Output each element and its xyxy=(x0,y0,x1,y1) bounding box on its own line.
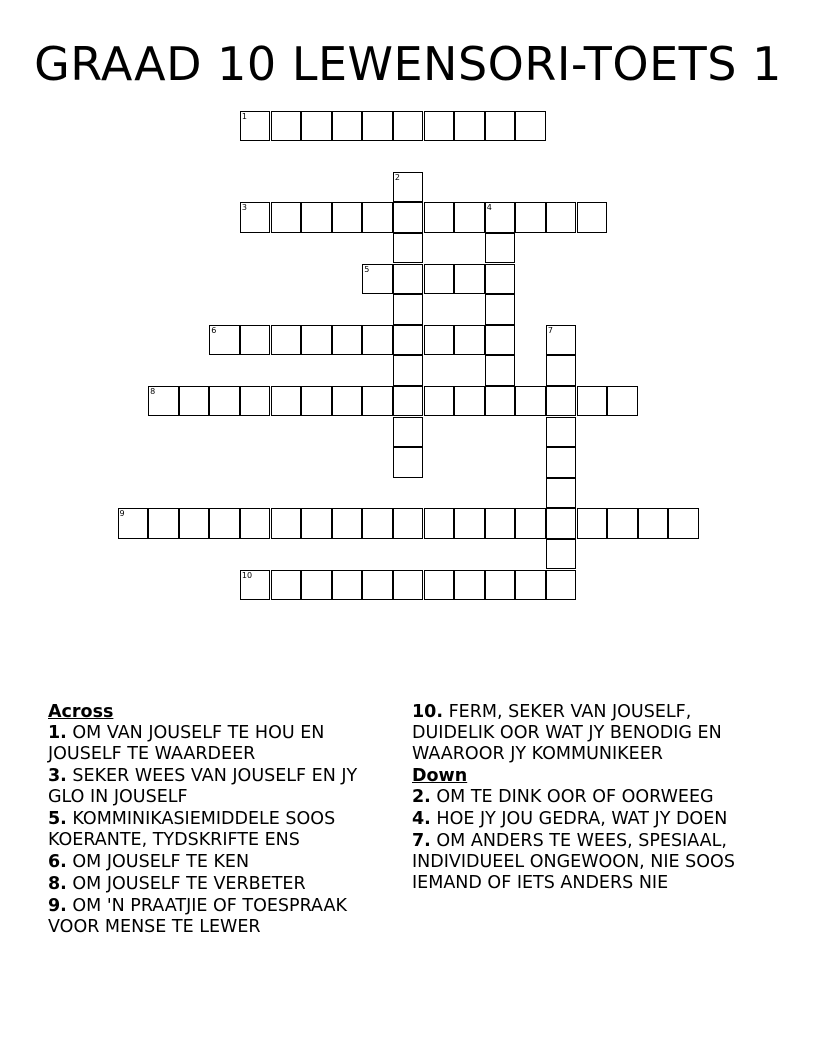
clue-text: FERM, SEKER VAN JOUSELF, DUIDELIK OOR WAT JY BENODIG EN WAAROOR JY KOMMUNIKEER xyxy=(412,702,722,764)
grid-cell[interactable] xyxy=(240,202,271,233)
grid-cell[interactable] xyxy=(485,294,516,325)
clue-text: OM 'N PRAATJIE OF TOESPRAAK VOOR MENSE TE LEWER xyxy=(48,896,347,937)
clue-down-2 xyxy=(412,787,777,808)
grid-cell[interactable] xyxy=(393,172,424,203)
clue-text: OM TE DINK OOR OF OORWEEG xyxy=(436,787,714,807)
grid-cell[interactable] xyxy=(454,508,485,539)
grid-cell[interactable] xyxy=(424,325,455,356)
grid-cell[interactable] xyxy=(393,417,424,448)
grid-cell[interactable] xyxy=(393,264,424,295)
clue-down-4 xyxy=(412,809,777,830)
grid-cell[interactable] xyxy=(546,570,577,601)
grid-cell[interactable] xyxy=(271,111,302,142)
grid-cell[interactable] xyxy=(454,570,485,601)
grid-cell[interactable] xyxy=(148,386,179,417)
grid-cell[interactable] xyxy=(454,264,485,295)
grid-cell[interactable] xyxy=(515,570,546,601)
clues-column-right xyxy=(412,702,777,895)
grid-cell[interactable] xyxy=(546,539,577,570)
grid-cell[interactable] xyxy=(577,386,608,417)
grid-cell[interactable] xyxy=(240,386,271,417)
clue-number: 2. xyxy=(412,787,431,807)
grid-cell[interactable] xyxy=(607,386,638,417)
grid-cell[interactable] xyxy=(424,508,455,539)
clue-down-7 xyxy=(412,831,777,894)
grid-cell[interactable] xyxy=(546,417,577,448)
clue-text: OM VAN JOUSELF TE HOU EN JOUSELF TE WAARDEER xyxy=(48,723,325,764)
grid-cell[interactable] xyxy=(546,355,577,386)
cell-number: 7 xyxy=(547,325,553,335)
clue-number: 4. xyxy=(412,809,431,829)
grid-cell[interactable] xyxy=(454,111,485,142)
grid-cell[interactable] xyxy=(301,202,332,233)
clues-column-left xyxy=(48,702,393,939)
grid-cell[interactable] xyxy=(485,111,516,142)
grid-cell[interactable] xyxy=(209,386,240,417)
page-title: GRAAD 10 LEWENSORI-TOETS 1 xyxy=(34,37,782,91)
grid-cell[interactable] xyxy=(332,508,363,539)
clue-number: 5. xyxy=(48,809,67,829)
grid-cell[interactable] xyxy=(301,570,332,601)
grid-cell[interactable] xyxy=(546,447,577,478)
grid-cell[interactable] xyxy=(424,202,455,233)
grid-cell[interactable] xyxy=(240,570,271,601)
clue-across-5 xyxy=(48,809,393,851)
grid-cell[interactable] xyxy=(362,264,393,295)
grid-cell[interactable] xyxy=(301,111,332,142)
grid-cell[interactable] xyxy=(485,386,516,417)
grid-cell[interactable] xyxy=(271,570,302,601)
cell-number: 2 xyxy=(394,172,400,182)
grid-cell[interactable] xyxy=(362,570,393,601)
grid-cell[interactable] xyxy=(179,386,210,417)
grid-cell[interactable] xyxy=(362,111,393,142)
grid-cell[interactable] xyxy=(485,264,516,295)
grid-cell[interactable] xyxy=(393,570,424,601)
grid-cell[interactable] xyxy=(393,294,424,325)
grid-cell[interactable] xyxy=(454,202,485,233)
grid-cell[interactable] xyxy=(301,508,332,539)
clue-across-9 xyxy=(48,896,393,938)
grid-cell[interactable] xyxy=(485,233,516,264)
clue-across-3 xyxy=(48,766,393,808)
grid-cell[interactable] xyxy=(362,508,393,539)
clue-across-8 xyxy=(48,874,393,895)
grid-cell[interactable] xyxy=(393,202,424,233)
grid-cell[interactable] xyxy=(515,202,546,233)
grid-cell[interactable] xyxy=(515,386,546,417)
grid-cell[interactable] xyxy=(393,233,424,264)
grid-cell[interactable] xyxy=(577,202,608,233)
grid-cell[interactable] xyxy=(393,355,424,386)
grid-cell[interactable] xyxy=(607,508,638,539)
clue-number: 3. xyxy=(48,766,67,786)
cell-number: 4 xyxy=(486,203,492,213)
grid-cell[interactable] xyxy=(393,508,424,539)
clue-number: 1. xyxy=(48,723,67,743)
down-heading: Down xyxy=(412,766,468,786)
clue-number: 9. xyxy=(48,896,67,916)
grid-cell[interactable] xyxy=(271,508,302,539)
grid-cell[interactable] xyxy=(424,386,455,417)
clue-text: SEKER WEES VAN JOUSELF EN JY GLO IN JOUSELF xyxy=(48,766,358,807)
grid-cell[interactable] xyxy=(240,325,271,356)
grid-cell[interactable] xyxy=(485,202,516,233)
across-heading: Across xyxy=(48,702,114,722)
cell-number: 9 xyxy=(119,509,125,519)
grid-cell[interactable] xyxy=(393,111,424,142)
grid-cell[interactable] xyxy=(577,508,608,539)
grid-cell[interactable] xyxy=(332,386,363,417)
cell-number: 3 xyxy=(241,203,247,213)
grid-cell[interactable] xyxy=(454,386,485,417)
grid-cell[interactable] xyxy=(362,386,393,417)
grid-cell[interactable] xyxy=(424,264,455,295)
grid-cell[interactable] xyxy=(424,111,455,142)
grid-cell[interactable] xyxy=(240,508,271,539)
clue-text: OM JOUSELF TE KEN xyxy=(72,852,250,872)
grid-cell[interactable] xyxy=(362,202,393,233)
grid-cell[interactable] xyxy=(301,325,332,356)
grid-cell[interactable] xyxy=(118,508,149,539)
grid-cell[interactable] xyxy=(546,508,577,539)
grid-cell[interactable] xyxy=(209,508,240,539)
grid-cell[interactable] xyxy=(240,111,271,142)
grid-cell[interactable] xyxy=(546,386,577,417)
grid-cell[interactable] xyxy=(668,508,699,539)
grid-cell[interactable] xyxy=(271,386,302,417)
grid-cell[interactable] xyxy=(485,325,516,356)
grid-cell[interactable] xyxy=(332,111,363,142)
grid-cell[interactable] xyxy=(546,478,577,509)
grid-cell[interactable] xyxy=(485,508,516,539)
grid-cell[interactable] xyxy=(546,202,577,233)
grid-cell[interactable] xyxy=(424,570,455,601)
grid-cell[interactable] xyxy=(393,325,424,356)
clue-text: KOMMINIKASIEMIDDELE SOOS KOERANTE, TYDSKRIFTE ENS xyxy=(48,809,336,850)
clue-number: 7. xyxy=(412,831,431,851)
grid-cell[interactable] xyxy=(393,386,424,417)
grid-cell[interactable] xyxy=(209,325,240,356)
cell-number: 5 xyxy=(364,264,370,274)
grid-cell[interactable] xyxy=(515,508,546,539)
grid-cell[interactable] xyxy=(485,355,516,386)
clue-number: 10. xyxy=(412,702,444,722)
grid-cell[interactable] xyxy=(393,447,424,478)
clue-across-1 xyxy=(48,723,393,765)
clue-across-10 xyxy=(412,702,777,765)
clue-text: OM ANDERS TE WEES, SPESIAAL, INDIVIDUEEL ONGEWOON, NIE SOOS IEMAND OF IETS ANDERS NIE xyxy=(412,831,735,893)
grid-cell[interactable] xyxy=(546,325,577,356)
clue-across-6 xyxy=(48,852,393,873)
grid-cell[interactable] xyxy=(271,325,302,356)
grid-cell[interactable] xyxy=(485,570,516,601)
grid-cell[interactable] xyxy=(638,508,669,539)
clue-number: 8. xyxy=(48,874,67,894)
grid-cell[interactable] xyxy=(332,570,363,601)
grid-cell[interactable] xyxy=(301,386,332,417)
grid-cell[interactable] xyxy=(454,325,485,356)
grid-cell[interactable] xyxy=(515,111,546,142)
cell-number: 10 xyxy=(241,570,253,580)
grid-cell[interactable] xyxy=(332,325,363,356)
grid-cell[interactable] xyxy=(148,508,179,539)
cell-number: 8 xyxy=(150,386,156,396)
grid-cell[interactable] xyxy=(179,508,210,539)
clue-text: HOE JY JOU GEDRA, WAT JY DOEN xyxy=(436,809,728,829)
clue-number: 6. xyxy=(48,852,67,872)
clue-text: OM JOUSELF TE VERBETER xyxy=(72,874,306,894)
cell-number: 6 xyxy=(211,325,217,335)
grid-cell[interactable] xyxy=(332,202,363,233)
grid-cell[interactable] xyxy=(271,202,302,233)
grid-cell[interactable] xyxy=(362,325,393,356)
cell-number: 1 xyxy=(241,111,247,121)
